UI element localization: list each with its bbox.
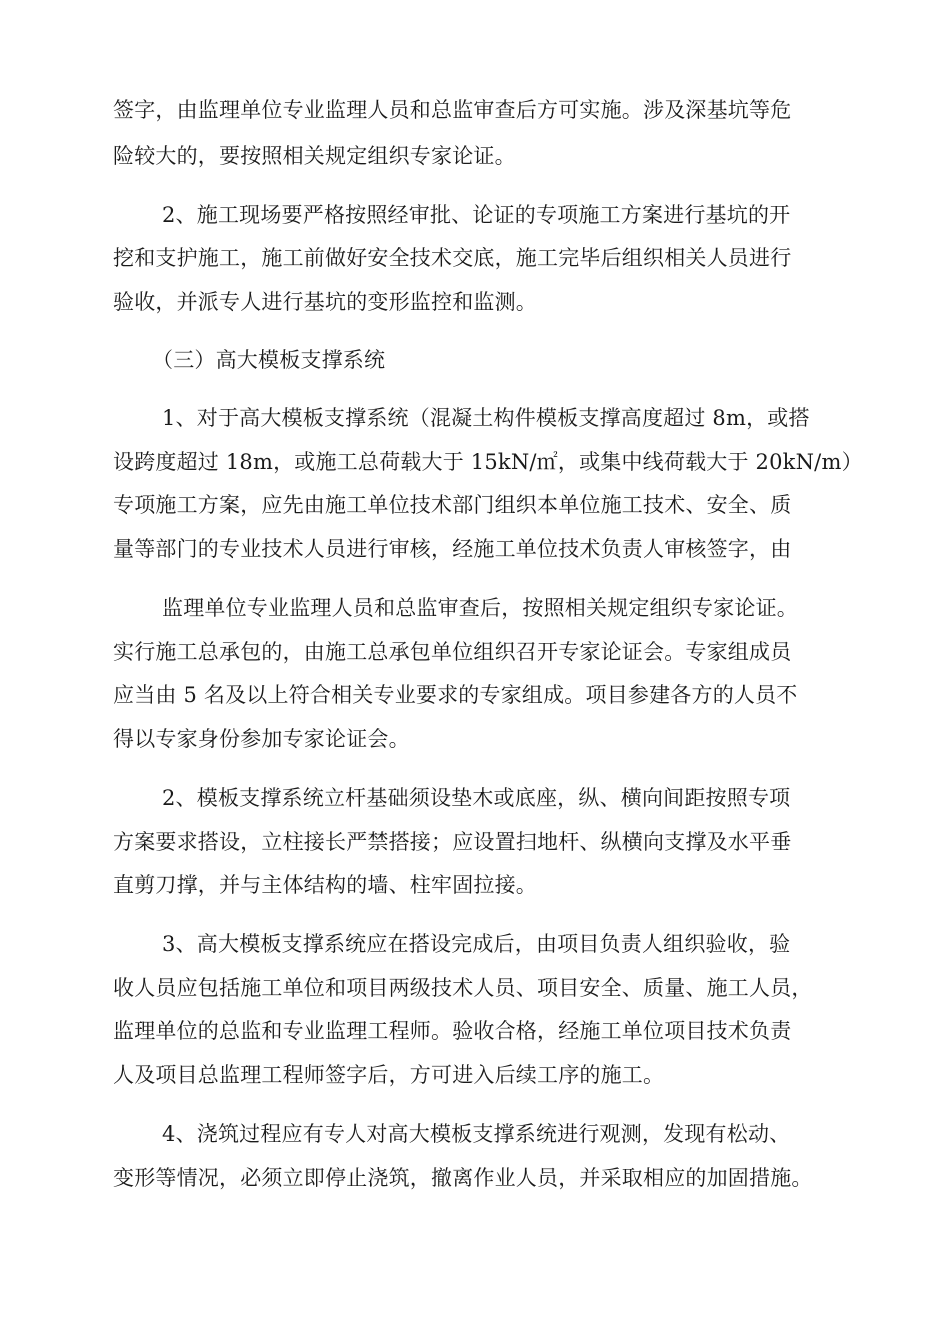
text-line: 监理单位专业监理人员和总监审查后，按照相关规定组织专家论证。: [162, 596, 798, 620]
text-line: 2、施工现场要严格按照经审批、论证的专项施工方案进行基坑的开: [162, 203, 791, 227]
text-line: 人及项目总监理工程师签字后，方可进入后续工序的施工。: [113, 1063, 665, 1087]
text-line: 方案要求搭设，立柱接长严禁搭接；应设置扫地杆、纵横向支撑及水平垂: [113, 830, 792, 854]
text-line: 1、对于高大模板支撑系统（混凝土构件模板支撑高度超过 8m，或搭: [162, 406, 810, 430]
section-heading: （三）高大模板支撑系统: [152, 348, 386, 372]
text-line: 险较大的，要按照相关规定组织专家论证。: [113, 144, 516, 168]
text-line: 量等部门的专业技术人员进行审核，经施工单位技术负责人审核签字，由: [113, 537, 792, 561]
text-line: 3、高大模板支撑系统应在搭设完成后，由项目负责人组织验收，验: [162, 932, 791, 956]
text-line: 验收，并派专人进行基坑的变形监控和监测。: [113, 290, 537, 314]
text-line: 应当由 5 名及以上符合相关专业要求的专家组成。项目参建各方的人员不: [113, 683, 798, 707]
text-line: 直剪刀撑，并与主体结构的墙、柱牢固拉接。: [113, 873, 537, 897]
text-line: 签字，由监理单位专业监理人员和总监审查后方可实施。涉及深基坑等危: [113, 98, 792, 122]
text-line: 2、模板支撑系统立杆基础须设垫木或底座，纵、横向间距按照专项: [162, 786, 791, 810]
text-line: 设跨度超过 18m，或施工总荷载大于 15kN/㎡，或集中线荷载大于 20kN/m）: [113, 450, 863, 474]
text-line: 实行施工总承包的，由施工总承包单位组织召开专家论证会。专家组成员: [113, 640, 792, 664]
text-line: 挖和支护施工，施工前做好安全技术交底，施工完毕后组织相关人员进行: [113, 246, 792, 270]
text-line: 变形等情况，必须立即停止浇筑，撤离作业人员，并采取相应的加固措施。: [113, 1166, 813, 1190]
text-line: 监理单位的总监和专业监理工程师。验收合格，经施工单位项目技术负责: [113, 1019, 792, 1043]
text-line: 收人员应包括施工单位和项目两级技术人员、项目安全、质量、施工人员，: [113, 976, 813, 1000]
text-line: 4、浇筑过程应有专人对高大模板支撑系统进行观测，发现有松动、: [162, 1122, 791, 1146]
text-line: 得以专家身份参加专家论证会。: [113, 727, 410, 751]
text-line: 专项施工方案，应先由施工单位技术部门组织本单位施工技术、安全、质: [113, 493, 792, 517]
